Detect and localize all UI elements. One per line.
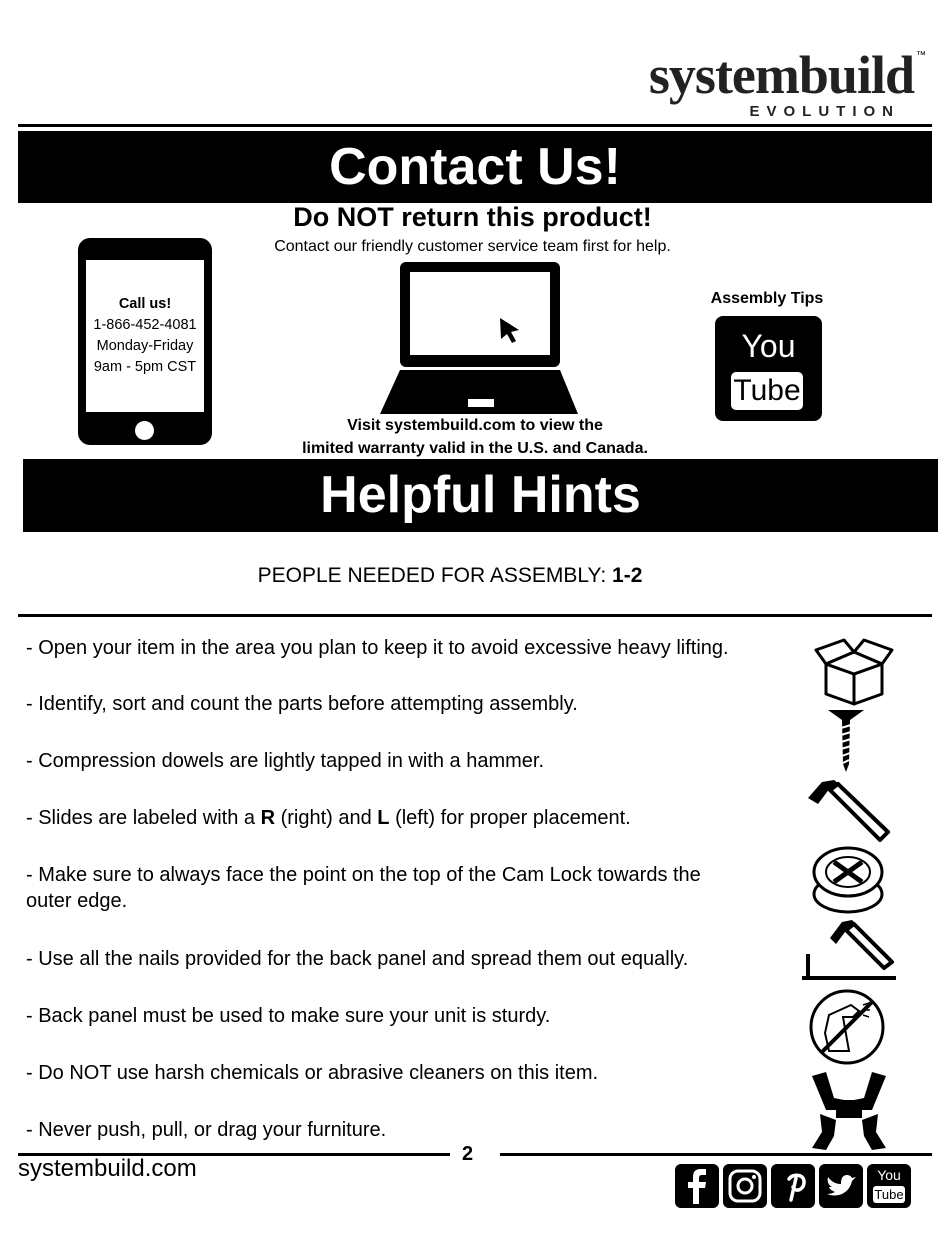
contact-banner: Contact Us! (18, 131, 932, 203)
cam-lock-icon (812, 844, 886, 916)
hammer-nail-icon (800, 918, 898, 984)
brand-name: systembuild (648, 45, 914, 105)
phone-number[interactable]: 1-866-452-4081 (93, 317, 197, 333)
hint-item: - Back panel must be used to make sure your unit is sturdy. (26, 1005, 551, 1027)
youtube-tube-text: Tube (731, 372, 803, 410)
brand-subtitle: EVOLUTION (749, 103, 900, 120)
call-us-label: Call us! (118, 296, 172, 312)
youtube-you-text: You (741, 328, 796, 364)
screw-icon (826, 708, 866, 774)
hint-item (26, 805, 806, 831)
hint-line: outer edge. (26, 890, 128, 912)
hint-item (26, 862, 806, 914)
carry-icon (804, 1070, 894, 1156)
trademark-mark: ™ (916, 50, 926, 61)
facebook-icon[interactable] (675, 1164, 719, 1208)
left-marker: L (377, 807, 390, 829)
phone-home-button (135, 421, 154, 440)
page-number: 2 (462, 1143, 474, 1165)
hint-item: - Identify, sort and count the parts before attempting assembly. (26, 693, 578, 715)
assembly-tips-label: Assembly Tips (710, 290, 824, 307)
youtube-icon[interactable] (715, 316, 822, 421)
top-divider (18, 124, 932, 127)
helpful-hints-banner: Helpful Hints (23, 459, 938, 532)
hint-item: - Never push, pull, or drag your furniture. (26, 1119, 387, 1141)
instagram-icon[interactable] (723, 1164, 767, 1208)
support-hours: 9am - 5pm CST (93, 359, 197, 375)
warranty-line-1: Visit systembuild.com to view the (347, 417, 603, 434)
phone-screen (86, 260, 204, 412)
youtube-footer-icon[interactable] (867, 1164, 911, 1208)
youtube-footer-tube: Tube (874, 1187, 904, 1202)
youtube-footer-you: You (877, 1167, 901, 1183)
hint-text: (left) for proper placement. (389, 807, 631, 829)
warranty-note (250, 414, 700, 460)
hint-text: - Slides are labeled with a (26, 807, 261, 829)
hammer-icon (804, 776, 890, 844)
footer-rule-right (500, 1153, 932, 1156)
brand-logo (648, 45, 926, 120)
people-needed (0, 564, 900, 588)
pinterest-icon[interactable] (771, 1164, 815, 1208)
hint-item: - Compression dowels are lightly tapped in with a hammer. (26, 750, 545, 772)
people-needed-label: PEOPLE NEEDED FOR ASSEMBLY: (257, 564, 607, 587)
laptop-icon (378, 262, 578, 414)
website-link[interactable]: systembuild.com (18, 1155, 197, 1182)
people-needed-value: 1-2 (612, 564, 643, 587)
hint-line: - Make sure to always face the point on the top of the Cam Lock towards the (26, 864, 701, 886)
hint-item: - Do NOT use harsh chemicals or abrasive cleaners on this item. (26, 1062, 599, 1084)
hint-item: - Use all the nails provided for the back panel and spread them out equally. (26, 948, 689, 970)
contact-subline: Contact our friendly customer service team first for help. (274, 238, 671, 255)
no-spray-icon (807, 987, 887, 1067)
phone-icon (78, 238, 212, 445)
do-not-return-headline: Do NOT return this product! (293, 202, 652, 232)
box-icon (814, 634, 894, 706)
support-days: Monday-Friday (96, 338, 194, 354)
hint-text: (right) and (275, 807, 378, 829)
hint-item: - Open your item in the area you plan to keep it to avoid excessive heavy lifting. (26, 637, 729, 659)
twitter-icon[interactable] (819, 1164, 863, 1208)
hints-divider (18, 614, 932, 617)
warranty-line-2: limited warranty valid in the U.S. and Canada. (302, 440, 648, 457)
right-marker: R (260, 807, 276, 829)
